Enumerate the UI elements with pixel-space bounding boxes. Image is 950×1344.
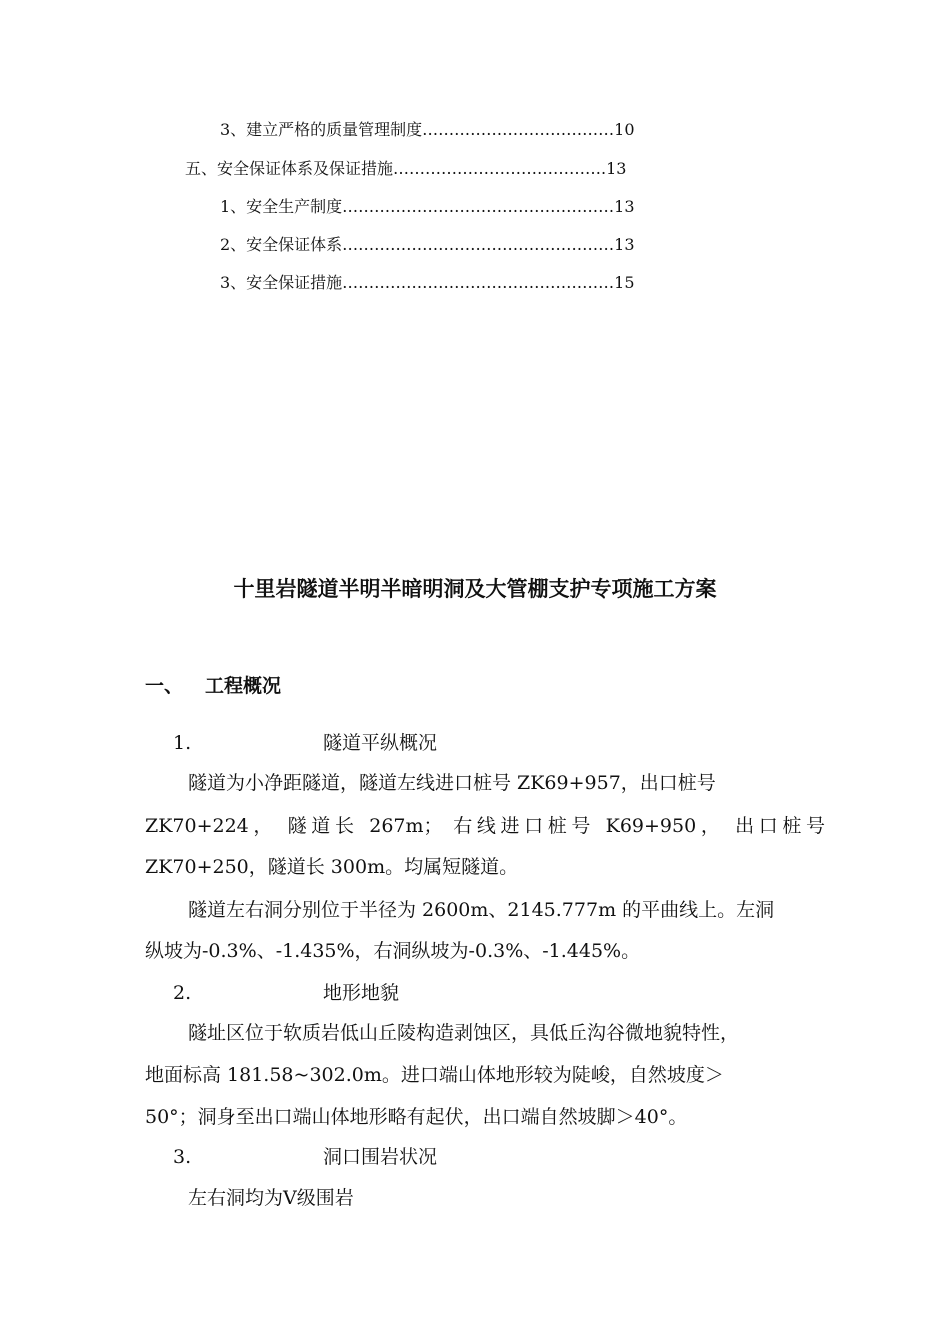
subsection-label: 地形地貌 <box>323 982 400 1004</box>
subsection-label: 洞口围岩状况 <box>323 1146 438 1168</box>
toc-item-safety-system[interactable]: 2、安全保证体系……………………………………………13 <box>220 235 635 254</box>
paragraph-line: 隧道为小净距隧道，隧道左线进口桩号 ZK69+957，出口桩号 <box>188 772 716 794</box>
section-label: 工程概况 <box>205 675 282 697</box>
toc-item-quality-system[interactable]: 3、建立严格的质量管理制度………………………………10 <box>220 120 635 139</box>
subsection-number: 3. <box>173 1146 192 1168</box>
section-number: 一、 <box>145 675 184 697</box>
toc-item-safety-production[interactable]: 1、安全生产制度……………………………………………13 <box>220 197 635 216</box>
paragraph-line: 50°；洞身至出口端山体地形略有起伏，出口端自然坡脚＞40°。 <box>145 1106 688 1128</box>
paragraph-line: 地面标高 181.58~302.0m。进口端山体地形较为陡峻，自然坡度＞ <box>145 1064 724 1086</box>
paragraph-line: 纵坡为-0.3%、-1.435%，右洞纵坡为-0.3%、-1.445%。 <box>145 940 641 962</box>
paragraph-line: ZK70+250，隧道长 300m。均属短隧道。 <box>145 856 519 878</box>
document-title: 十里岩隧道半明半暗明洞及大管棚支护专项施工方案 <box>233 577 717 601</box>
subsection-number: 2. <box>173 982 192 1004</box>
subsection-label: 隧道平纵概况 <box>323 732 438 754</box>
paragraph-line: ZK70+224， 隧道长 267m； 右线进口桩号 K69+950， 出口桩号 <box>145 815 825 837</box>
section-heading <box>145 672 281 700</box>
paragraph-line: 隧道左右洞分别位于半径为 2600m、2145.777m 的平曲线上。左洞 <box>188 899 775 921</box>
subsection-number: 1. <box>173 732 192 754</box>
paragraph-line: 左右洞均为Ⅴ级围岩 <box>188 1187 354 1209</box>
paragraph-line: 隧址区位于软质岩低山丘陵构造剥蚀区，具低丘沟谷微地貌特性， <box>188 1022 740 1044</box>
toc-item-safety-guarantee[interactable]: 五、安全保证体系及保证措施………………………………….13 <box>185 159 627 178</box>
toc-item-safety-measures[interactable]: 3、安全保证措施……………………………………………15 <box>220 273 635 292</box>
